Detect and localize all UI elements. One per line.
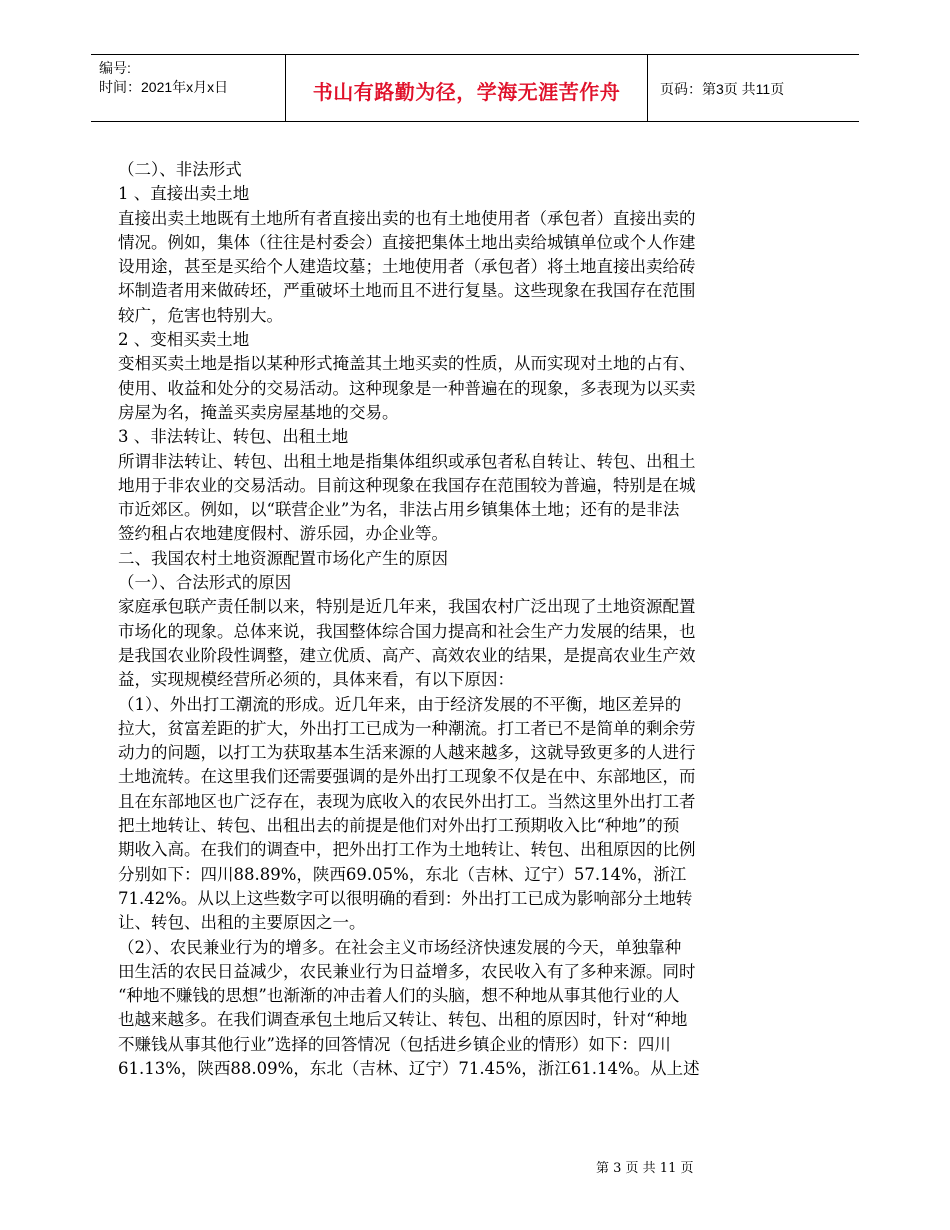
header-page-cell <box>648 55 859 121</box>
header-meta-cell <box>91 55 286 121</box>
body-text-line: 土地流转。在这里我们还需要强调的是外出打工现象不仅是在中、东部地区，而 <box>118 767 696 787</box>
body-text-line: 期收入高。在我们的调查中，把外出打工作为土地转让、转包、出租原因的比例 <box>118 840 696 860</box>
header-motto: 书山有路勤为径，学海无涯苦作舟 <box>312 80 621 104</box>
body-text-line: 是我国农业阶段性调整，建立优质、高产、高效农业的结果，是提高农业生产效 <box>118 645 696 665</box>
page-header <box>91 54 859 122</box>
body-text-line: 坏制造者用来做砖坯，严重破坏土地而且不进行复垦。这些现象在我国存在范围 <box>118 281 696 301</box>
body-text-line: （一）、合法形式的原因 <box>118 573 292 593</box>
body-text-line: 签约租占农地建度假村、游乐园，办企业等。 <box>118 524 448 544</box>
body-text-line: 所谓非法转让、转包、出租土地是指集体组织或承包者私自转让、转包、出租土 <box>118 451 696 471</box>
document-number-label: 编号: <box>99 60 131 76</box>
body-text-line: 拉大，贫富差距的扩大，外出打工已成为一种潮流。打工者已不是简单的剩余劳 <box>118 718 696 738</box>
header-page-info: 页码：第3页 共11页 <box>660 81 785 97</box>
document-body <box>118 158 773 1081</box>
body-text-line: 益，实现规模经营所必须的，具体来看，有以下原因： <box>118 670 514 690</box>
body-text-line: 使用、收益和处分的交易活动。这种现象是一种普遍在的现象，多表现为以买卖 <box>118 378 696 398</box>
body-text-line: 田生活的农民日益减少，农民兼业行为日益增多，农民收入有了多种来源。同时 <box>118 961 696 981</box>
body-text-line: 地用于非农业的交易活动。目前这种现象在我国存在范围较为普遍，特别是在城 <box>118 475 696 495</box>
body-text-line: 2 、变相买卖土地 <box>118 330 250 350</box>
body-text-line: 且在东部地区也广泛存在，表现为底收入的农民外出打工。当然这里外出打工者 <box>118 791 696 811</box>
body-text-line: （1）、外出打工潮流的形成。近几年来，由于经济发展的不平衡，地区差异的 <box>118 694 682 714</box>
body-text-line: 设用途，甚至是买给个人建造坟墓；土地使用者（承包者）将土地直接出卖给砖 <box>118 257 696 277</box>
body-text-line: 把土地转让、转包、出租出去的前提是他们对外出打工预期收入比“种地”的预 <box>118 816 680 836</box>
body-text-line: 1 、直接出卖土地 <box>118 184 250 204</box>
document-date: 时间：2021年x月x日 <box>99 79 229 95</box>
body-text-line: （2）、农民兼业行为的增多。在社会主义市场经济快速发展的今天，单独靠种 <box>118 937 682 957</box>
body-text-line: （二）、非法形式 <box>118 160 242 179</box>
body-text-line: 直接出卖土地既有土地所有者直接出卖的也有土地使用者（承包者）直接出卖的 <box>118 208 696 228</box>
body-text-line: 较广，危害也特别大。 <box>118 305 283 325</box>
body-text-line: 动力的问题，以打工为获取基本生活来源的人越来越多，这就导致更多的人进行 <box>118 743 696 763</box>
body-text-line: 市近郊区。例如，以“联营企业”为名，非法占用乡镇集体土地；还有的是非法 <box>118 500 680 520</box>
body-text-line: 61.13%，陕西88.09%，东北（吉林、辽宁）71.45%，浙江61.14%。从上述 <box>118 1058 700 1078</box>
body-text-line: 房屋为名，掩盖买卖房屋基地的交易。 <box>118 402 399 422</box>
page-footer: 第 3 页 共 11 页 <box>596 1161 694 1176</box>
body-text-line: 3 、非法转让、转包、出租土地 <box>118 427 349 447</box>
body-text-line: 让、转包、出租的主要原因之一。 <box>118 913 366 933</box>
body-text-line: 二、我国农村土地资源配置市场化产生的原因 <box>118 548 448 568</box>
body-text-line: 71.42%。从以上这些数字可以很明确的看到：外出打工已成为影响部分土地转 <box>118 888 693 908</box>
body-text-line: 家庭承包联产责任制以来，特别是近几年来，我国农村广泛出现了土地资源配置 <box>118 597 696 617</box>
header-motto-cell <box>286 55 648 121</box>
body-text-line: 分别如下：四川88.89%，陕西69.05%，东北（吉林、辽宁）57.14%，浙江 <box>118 864 687 884</box>
body-text-line: 情况。例如，集体（往往是村委会）直接把集体土地出卖给城镇单位或个人作建 <box>118 232 696 252</box>
body-text-line: 也越来越多。在我们调查承包土地后又转让、转包、出租的原因时，针对“种地 <box>118 1010 688 1030</box>
body-text-line: 不赚钱从事其他行业”选择的回答情况（包括进乡镇企业的情形）如下：四川 <box>118 1034 671 1054</box>
body-text-line: 变相买卖土地是指以某种形式掩盖其土地买卖的性质，从而实现对土地的占有、 <box>118 354 696 374</box>
body-text-line: “种地不赚钱的思想”也渐渐的冲击着人们的头脑，想不种地从事其他行业的人 <box>118 986 680 1006</box>
body-text-line: 市场化的现象。总体来说，我国整体综合国力提高和社会生产力发展的结果，也 <box>118 621 696 641</box>
